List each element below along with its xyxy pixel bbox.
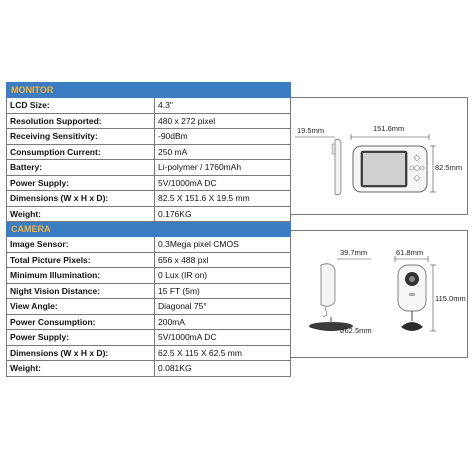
spec-value: 4.3" [155, 98, 291, 114]
table-row [7, 314, 291, 330]
spec-label: Power Supply: [7, 330, 155, 346]
spec-value: 5V/1000mA DC [155, 330, 291, 346]
table-row [7, 268, 291, 284]
spec-label: Minimum Illumination: [7, 268, 155, 284]
spec-value: 62.5 X 115 X 62.5 mm [155, 345, 291, 361]
camera-section-title: CAMERA [7, 222, 291, 237]
monitor-drawing [291, 98, 468, 216]
spec-label: Total Picture Pixels: [7, 252, 155, 268]
spec-value: 15 FT (5m) [155, 283, 291, 299]
monitor-height-label: 82.5mm [435, 163, 463, 172]
spec-value: 0.3Mega pixel CMOS [155, 237, 291, 253]
spec-value: 82.5 X 151.6 X 19.5 mm [155, 191, 291, 207]
table-row [7, 206, 291, 222]
spec-label: LCD Size: [7, 98, 155, 114]
spec-label: Battery: [7, 160, 155, 176]
table-row [7, 252, 291, 268]
table-row [7, 160, 291, 176]
monitor-section-header [7, 83, 291, 98]
monitor-depth-label: 19.5mm [297, 126, 325, 135]
spec-value: -90dBm [155, 129, 291, 145]
camera-base-label: ⌀62.5mm [340, 326, 372, 335]
camera-dimension-diagram [291, 230, 468, 358]
camera-front-view [398, 265, 426, 331]
table-row [7, 98, 291, 114]
spec-label: Weight: [7, 361, 155, 377]
spec-value: 0.176KG [155, 206, 291, 222]
spec-label: Night Vision Distance: [7, 283, 155, 299]
spec-label: View Angle: [7, 299, 155, 315]
camera-section-header [7, 222, 291, 237]
table-row [7, 191, 291, 207]
monitor-width-label: 151.6mm [373, 124, 405, 133]
spec-value: 0 Lux (IR on) [155, 268, 291, 284]
spec-table [6, 82, 291, 377]
spec-label: Dimensions (W x H x D): [7, 345, 155, 361]
camera-depth-label: 39.7mm [340, 248, 368, 257]
spec-value: 200mA [155, 314, 291, 330]
camera-side-view [309, 264, 353, 331]
camera-height-label: 115.0mm [435, 294, 466, 303]
spec-label: Power Consumption: [7, 314, 155, 330]
table-row [7, 129, 291, 145]
spec-value: 480 x 272 pixel [155, 113, 291, 129]
camera-width-label: 61.8mm [396, 248, 424, 257]
monitor-side-view [332, 139, 341, 194]
spec-label: Weight: [7, 206, 155, 222]
monitor-section-title: MONITOR [7, 83, 291, 98]
table-row [7, 237, 291, 253]
table-row [7, 175, 291, 191]
spec-label: Image Sensor: [7, 237, 155, 253]
table-row [7, 361, 291, 377]
table-row [7, 283, 291, 299]
monitor-dimension-diagram [291, 97, 468, 215]
spec-value: 0.081KG [155, 361, 291, 377]
spec-value: Diagonal 75° [155, 299, 291, 315]
spec-value: 5V/1000mA DC [155, 175, 291, 191]
spec-label: Consumption Current: [7, 144, 155, 160]
monitor-front-view [353, 146, 427, 192]
table-row [7, 345, 291, 361]
spec-value: 250 mA [155, 144, 291, 160]
spec-label: Receiving Sensitivity: [7, 129, 155, 145]
spec-value: 656 x 488 pxl [155, 252, 291, 268]
camera-drawing [291, 231, 468, 359]
spec-label: Resolution Supported: [7, 113, 155, 129]
table-row [7, 299, 291, 315]
table-row [7, 144, 291, 160]
spec-label: Power Supply: [7, 175, 155, 191]
table-row [7, 330, 291, 346]
spec-label: Dimensions (W x H x D): [7, 191, 155, 207]
spec-value: Li-polymer / 1760mAh [155, 160, 291, 176]
table-row [7, 113, 291, 129]
